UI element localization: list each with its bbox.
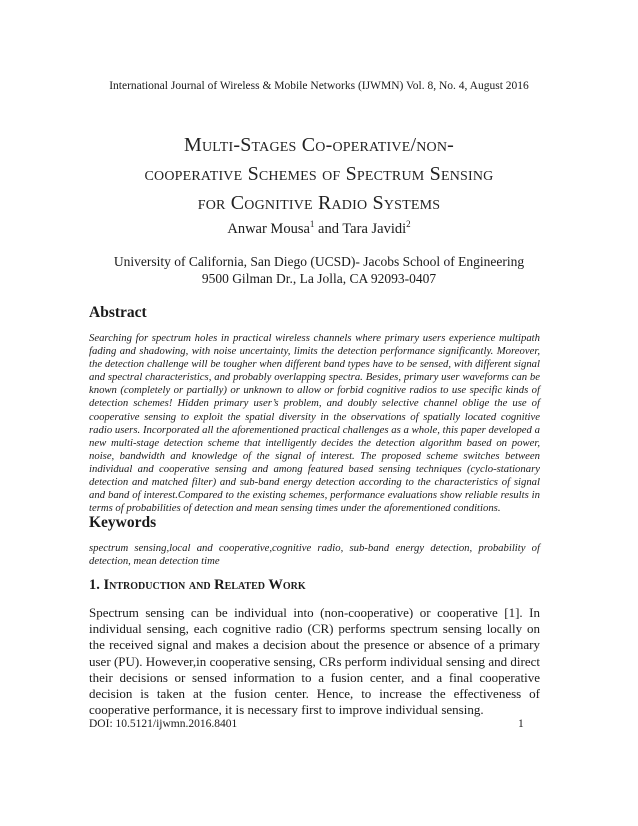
title-line-2: cooperative Schemes of Spectrum Sensing bbox=[144, 163, 494, 185]
keywords-heading: Keywords bbox=[89, 514, 157, 531]
author-2-affiliation-mark: 2 bbox=[406, 219, 411, 229]
footer-doi: DOI: 10.5121/ijwmn.2016.8401 bbox=[89, 718, 238, 730]
affiliation-line-1: University of California, San Diego (UCSD)- Jacobs School of Engineering bbox=[113, 254, 525, 269]
section-body-text: Spectrum sensing can be individual into (non-cooperative) or cooperative [1]. In individual sensing, each cognitive radio (CR) performs spectrum sensing locally on the received signal and makes a decision about the presence or absence of a primary user (PU). However,in cooperative sensing, CRs perform individual sensing and direct their decisions or sensed information to a fusion center, and a final cooperative decision is taken at the fusion center. Hence, to increase the effectiveness of cooperative performance, it is necessary first to improve individual sensing. bbox=[89, 605, 540, 718]
keywords-text: spectrum sensing,local and cooperative,cognitive radio, sub-band energy detection, probability of detection, mean detection time bbox=[89, 542, 540, 568]
author-1-affiliation-mark: 1 bbox=[309, 219, 315, 229]
page-number: 1 bbox=[518, 718, 524, 730]
author-1: Anwar Mousa bbox=[227, 220, 310, 237]
paper-title bbox=[60, 131, 578, 218]
abstract-heading: Abstract bbox=[89, 304, 147, 321]
section-heading: 1. Introduction and Related Work bbox=[89, 577, 306, 593]
affiliation bbox=[0, 253, 638, 287]
title-line-3: for Cognitive Radio Systems bbox=[197, 192, 441, 214]
abstract-text: Searching for spectrum holes in practical wireless channels where primary users experience multipath fading and shadowing, with noise uncertainty, limits the detection performance significantly. Moreover, the detection challenge will be tougher when different band types have to be sensed, with different signal and spectral characteristics, and probably overlapping spectra. Besides, primary user waveforms can be known (completely or partially) or unknown to allow or forbid cognitive radios to use specific kinds of detection schemes! Hidden primary user’s problem, and doubly selective channel oblige the use of cooperative sensing to exploit the spatial diversity in the observations of spatially located cognitive radio users. Incorporated all the aforementioned practical challenges as a whole, this paper developed a new multi-stage detection scheme that intelligently decides the detection algorithm based on power, noise, bandwidth and knowledge of the signal of interest. The proposed scheme switches between individual and cooperative sensing and among featured based sensing techniques (cyclo-stationary detection and matched filter) and sub-band energy detection according to the characteristics of signal and band of interest.Compared to the existing schemes, performance evaluations show reliable results in terms of probabilities of detection and mean sensing times under the aforementioned conditions. bbox=[89, 332, 540, 515]
journal-header: International Journal of Wireless & Mobile Networks (IJWMN) Vol. 8, No. 4, August 2016 bbox=[109, 80, 529, 92]
author-2: and Tara Javidi bbox=[314, 220, 407, 237]
affiliation-line-2: 9500 Gilman Dr., La Jolla, CA 92093-0407 bbox=[201, 271, 437, 286]
authors bbox=[0, 219, 638, 238]
title-line-1: Multi-Stages Co-operative/non- bbox=[183, 134, 455, 156]
